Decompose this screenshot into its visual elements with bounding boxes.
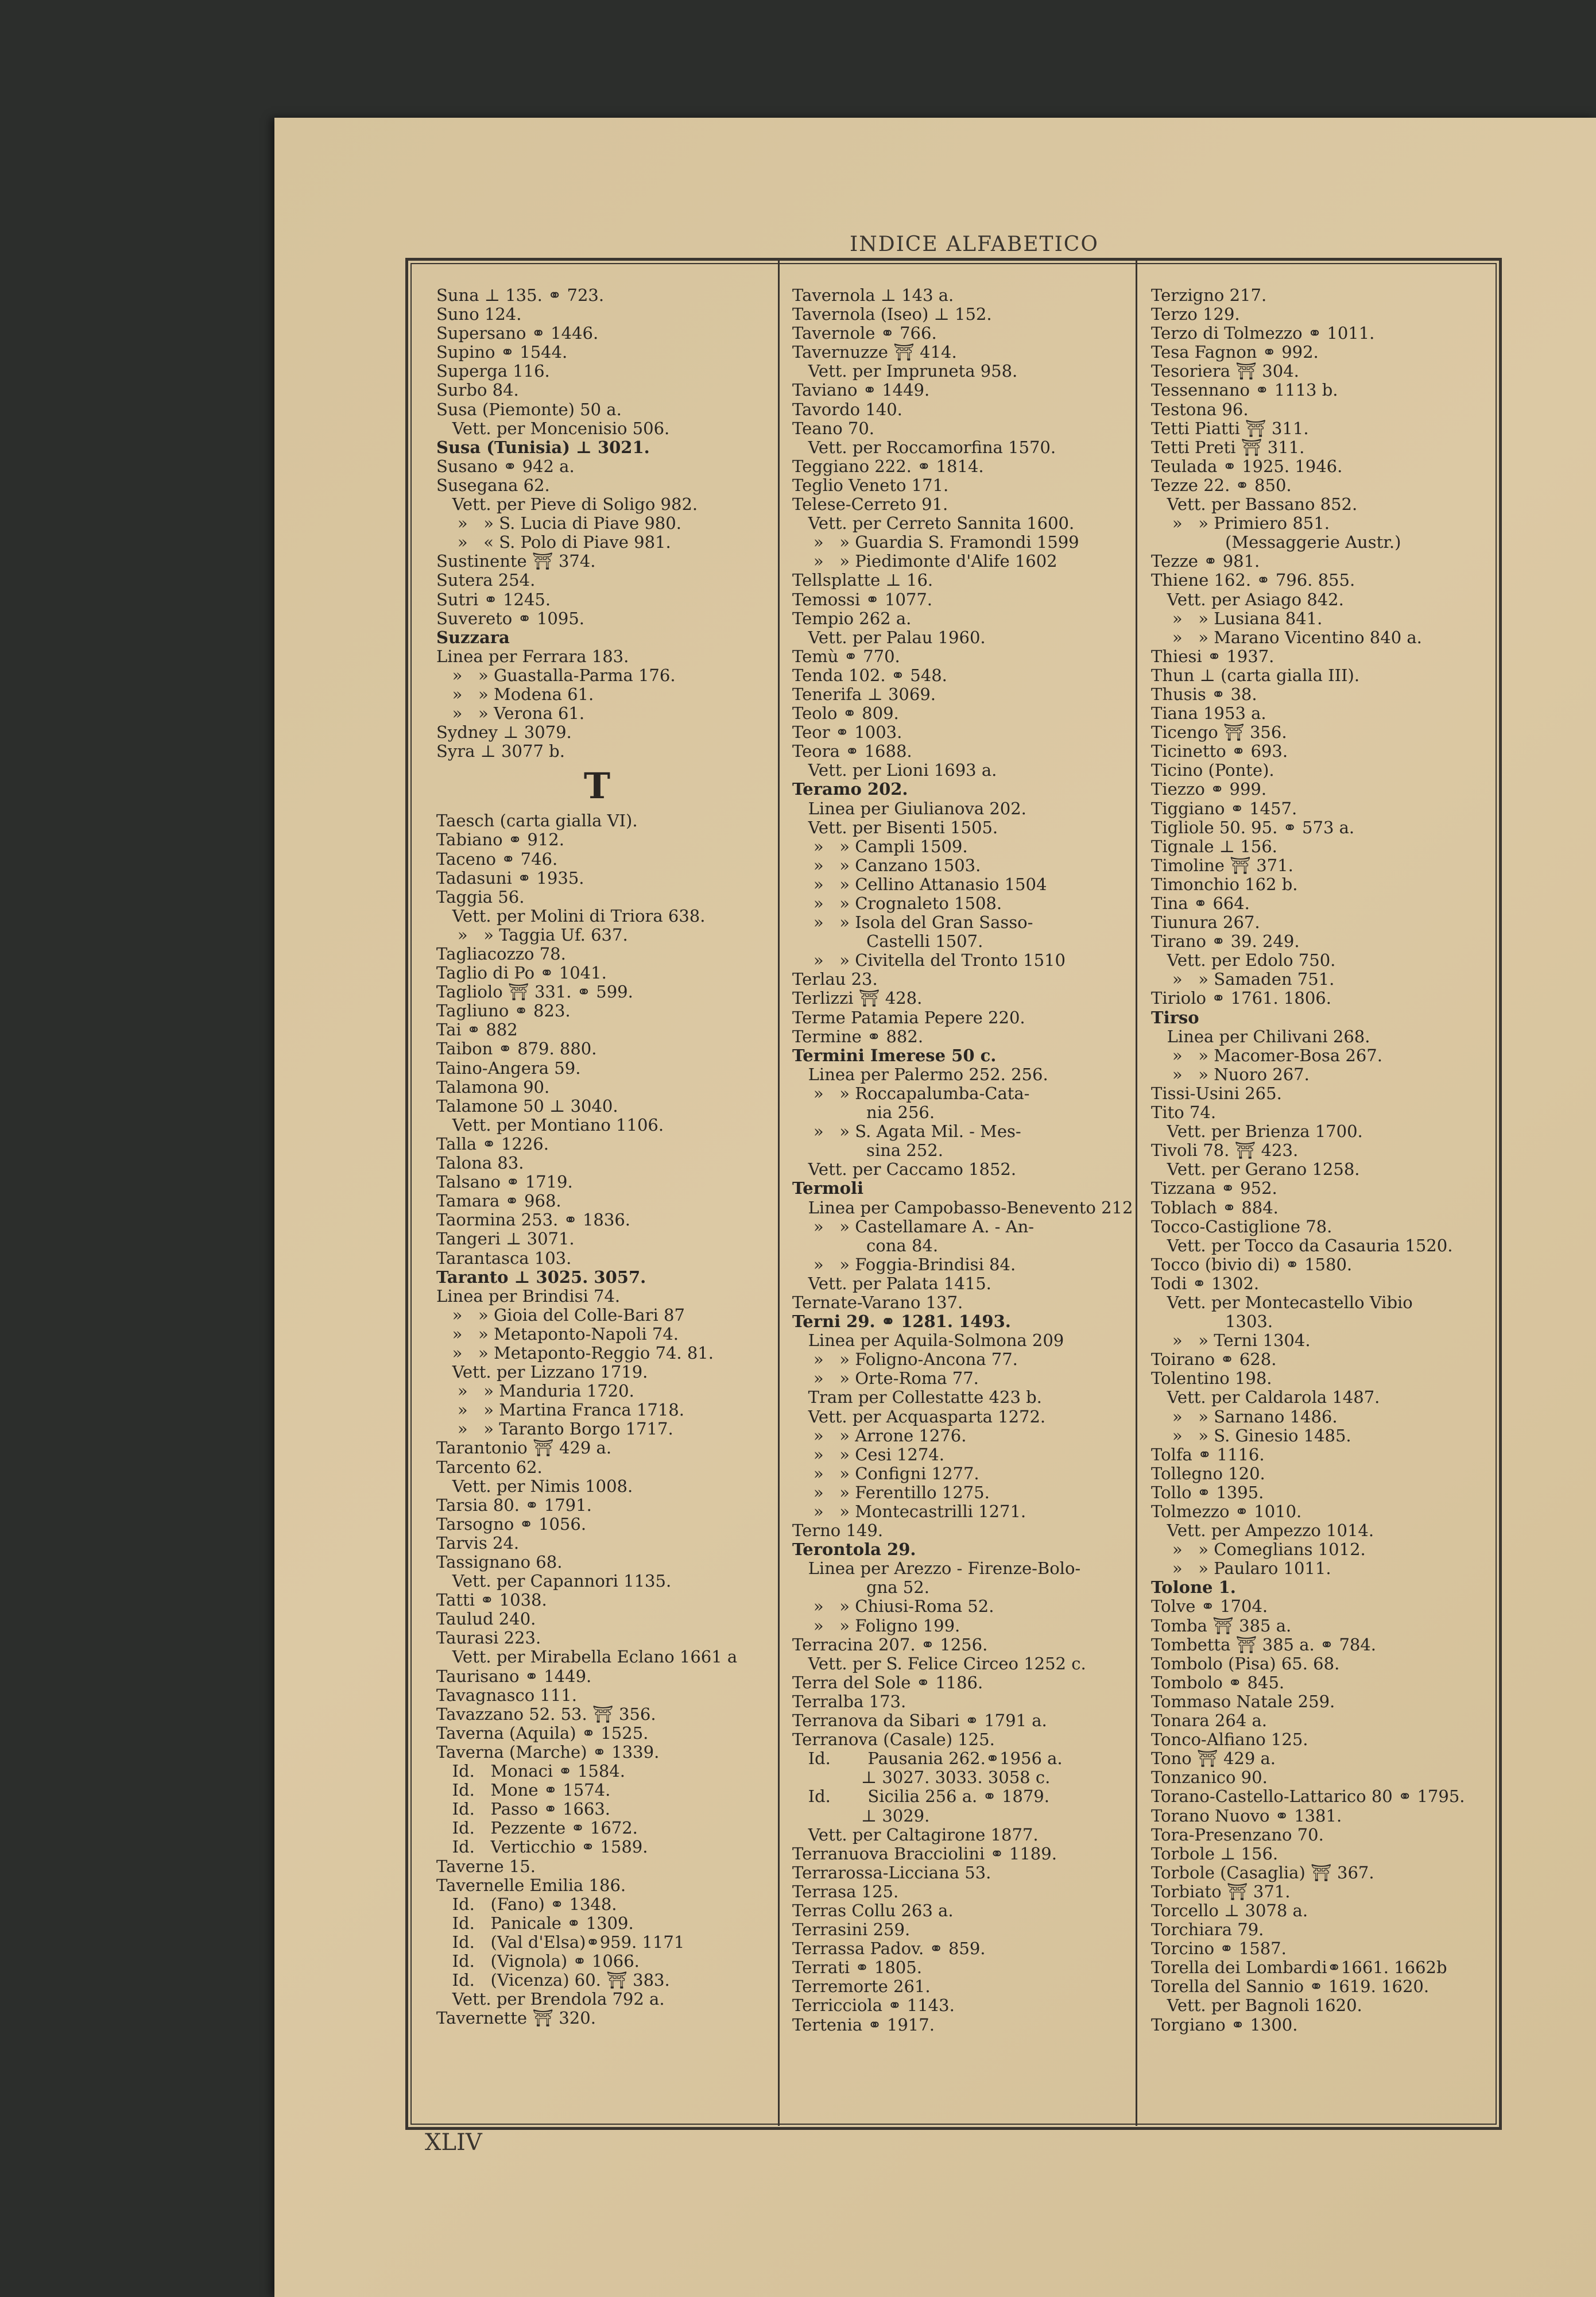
index-entry: Tenerifa ⊥ 3069. bbox=[792, 684, 936, 704]
index-entry: nia 256. bbox=[792, 1103, 935, 1123]
index-entry: Tavernola ⊥ 143 a. bbox=[792, 285, 954, 305]
index-entry: Tesa Fagnon ⚭ 992. bbox=[1151, 342, 1319, 362]
index-entry: Vett. per Roccamorfina 1570. bbox=[792, 437, 1056, 457]
index-entry: Torgiano ⚭ 1300. bbox=[1151, 2014, 1298, 2035]
index-entry: Linea per Palermo 252. 256. bbox=[792, 1064, 1048, 1084]
index-entry: Temossi ⚭ 1077. bbox=[792, 589, 933, 609]
index-entry: Vett. per Lioni 1693 a. bbox=[792, 760, 997, 780]
index-entry: Talsano ⚭ 1719. bbox=[436, 1172, 573, 1192]
index-entry: » » Guastalla-Parma 176. bbox=[436, 665, 676, 685]
index-entry: Susano ⚭ 942 a. bbox=[436, 456, 575, 476]
index-entry: Tavernette ⛩ 320. bbox=[436, 2008, 596, 2028]
index-entry: Taceno ⚭ 746. bbox=[436, 849, 558, 869]
index-entry: Sydney ⊥ 3079. bbox=[436, 722, 572, 743]
index-entry: » » Chiusi-Roma 52. bbox=[792, 1596, 994, 1617]
index-entry: Vett. per Nimis 1008. bbox=[436, 1476, 633, 1496]
index-entry: Testona 96. bbox=[1151, 399, 1249, 419]
index-entry: Thiesi ⚭ 1937. bbox=[1151, 646, 1275, 666]
index-entry: » » Comeglians 1012. bbox=[1151, 1540, 1366, 1560]
index-entry: » » S. Agata Mil. - Mes- bbox=[792, 1122, 1021, 1142]
index-entry: Tiriolo ⚭ 1761. 1806. bbox=[1151, 988, 1331, 1008]
page-header: INDICE ALFABETICO bbox=[850, 233, 1099, 256]
index-entry: Sutera 254. bbox=[436, 570, 536, 590]
index-entry: Tonzanico 90. bbox=[1151, 1768, 1268, 1788]
index-entry: Terranova (Casale) 125. bbox=[792, 1730, 995, 1750]
index-entry: » » Metaponto-Reggio 74. 81. bbox=[436, 1343, 714, 1363]
index-entry: Supino ⚭ 1544. bbox=[436, 342, 568, 362]
index-entry: Tonara 264 a. bbox=[1151, 1711, 1267, 1731]
index-entry: Vett. per Bagnoli 1620. bbox=[1151, 1996, 1362, 2016]
index-entry: Telese-Cerreto 91. bbox=[792, 494, 948, 515]
index-entry: Timoline ⛩ 371. bbox=[1151, 855, 1293, 875]
index-entry: Talamone 50 ⊥ 3040. bbox=[436, 1096, 618, 1116]
index-entry: Vett. per Asiago 842. bbox=[1151, 589, 1344, 609]
index-entry: » » Marano Vicentino 840 a. bbox=[1151, 627, 1422, 647]
index-entry: Ternate-Varano 137. bbox=[792, 1292, 963, 1312]
index-entry: Torcello ⊥ 3078 a. bbox=[1151, 1900, 1308, 1920]
index-entry: » » Foligno 199. bbox=[792, 1615, 960, 1635]
index-entry: Vett. per Brienza 1700. bbox=[1151, 1122, 1363, 1142]
index-entry: Vett. per Caldarola 1487. bbox=[1151, 1387, 1380, 1407]
index-entry: Terras Collu 263 a. bbox=[792, 1900, 954, 1920]
index-entry: Terlizzi ⛩ 428. bbox=[792, 988, 923, 1008]
index-entry: » » Sarnano 1486. bbox=[1151, 1406, 1338, 1426]
index-entry: » » Arrone 1276. bbox=[792, 1425, 967, 1445]
index-entry: » » Cellino Attanasio 1504 bbox=[792, 874, 1047, 894]
index-entry: Tavernole ⚭ 766. bbox=[792, 323, 937, 343]
index-entry: ⊥ 3027. 3033. 3058 c. bbox=[792, 1768, 1051, 1788]
index-entry: Tollo ⚭ 1395. bbox=[1151, 1482, 1264, 1502]
index-entry: Terlau 23. bbox=[792, 969, 878, 989]
index-entry: Tram per Collestatte 423 b. bbox=[792, 1387, 1042, 1407]
index-entry: Taurasi 223. bbox=[436, 1628, 541, 1648]
index-entry: Terzo 129. bbox=[1151, 304, 1240, 324]
index-entry: Superga 116. bbox=[436, 361, 550, 381]
index-entry: 1303. bbox=[1151, 1312, 1273, 1332]
index-entry: Tagliacozzo 78. bbox=[436, 944, 566, 964]
index-entry: » » Modena 61. bbox=[436, 684, 594, 704]
index-entry: Id. Passo ⚭ 1663. bbox=[436, 1799, 611, 1819]
index-entry: » » Taranto Borgo 1717. bbox=[436, 1419, 673, 1439]
index-entry: Tombetta ⛩ 385 a. ⚭ 784. bbox=[1151, 1634, 1377, 1654]
index-entry: » » Verona 61. bbox=[436, 703, 585, 724]
index-entry: Vett. per Molini di Triora 638. bbox=[436, 906, 706, 926]
index-entry: Vett. per Caltagirone 1877. bbox=[792, 1824, 1039, 1844]
index-entry: Linea per Chilivani 268. bbox=[1151, 1026, 1370, 1046]
index-entry: » » Canzano 1503. bbox=[792, 855, 981, 875]
index-entry: Tigliole 50. 95. ⚭ 573 a. bbox=[1151, 817, 1355, 837]
index-entry: Torcino ⚭ 1587. bbox=[1151, 1939, 1287, 1959]
index-entry: Tavernola (Iseo) ⊥ 152. bbox=[792, 304, 992, 324]
index-entry: Torchiara 79. bbox=[1151, 1920, 1264, 1940]
index-entry: » » Roccapalumba-Cata- bbox=[792, 1083, 1030, 1103]
index-entry: Vett. per Palata 1415. bbox=[792, 1273, 991, 1293]
index-entry: Torbole ⊥ 156. bbox=[1151, 1843, 1279, 1863]
index-entry: » » Cesi 1274. bbox=[792, 1444, 944, 1464]
index-entry: cona 84. bbox=[792, 1235, 939, 1255]
index-entry: Vett. per Moncenisio 506. bbox=[436, 418, 670, 438]
index-entry: Terranuova Bracciolini ⚭ 1189. bbox=[792, 1843, 1057, 1863]
index-entry: Termine ⚭ 882. bbox=[792, 1026, 924, 1046]
index-entry: Sustinente ⛩ 374. bbox=[436, 551, 596, 571]
index-entry: Taulud 240. bbox=[436, 1609, 536, 1629]
index-entry: Vett. per Bassano 852. bbox=[1151, 494, 1358, 515]
index-entry: Tarcento 62. bbox=[436, 1457, 543, 1477]
index-entry: » » Castellamare A. - An- bbox=[792, 1216, 1035, 1236]
index-entry: Teramo 202. bbox=[792, 779, 908, 799]
index-entry: Tagliolo ⛩ 331. ⚭ 599. bbox=[436, 982, 633, 1002]
index-entry: Tadasuni ⚭ 1935. bbox=[436, 868, 584, 888]
index-entry: Vett. per Edolo 750. bbox=[1151, 950, 1336, 970]
index-entry: Vett. per Ampezzo 1014. bbox=[1151, 1521, 1374, 1541]
index-entry: Tarantasca 103. bbox=[436, 1248, 572, 1268]
index-entry: Tavernelle Emilia 186. bbox=[436, 1875, 626, 1895]
index-entry: » » Foggia-Brindisi 84. bbox=[792, 1254, 1016, 1274]
index-entry: Torella del Sannio ⚭ 1619. 1620. bbox=[1151, 1977, 1430, 1997]
index-entry: Tavernuzze ⛩ 414. bbox=[792, 342, 957, 362]
index-entry: Teolo ⚭ 809. bbox=[792, 703, 899, 724]
index-entry: Terrati ⚭ 1805. bbox=[792, 1958, 922, 1978]
index-entry: Taglio di Po ⚭ 1041. bbox=[436, 963, 607, 983]
index-entry: Taibon ⚭ 879. 880. bbox=[436, 1039, 597, 1059]
index-entry: Terrasa 125. bbox=[792, 1881, 899, 1901]
index-entry: Supersano ⚭ 1446. bbox=[436, 323, 599, 343]
index-entry: Vett. per Caccamo 1852. bbox=[792, 1159, 1017, 1180]
index-entry: Taggia 56. bbox=[436, 887, 525, 907]
index-entry: gna 52. bbox=[792, 1577, 929, 1598]
index-entry: Vett. per Bisenti 1505. bbox=[792, 817, 998, 837]
index-entry: Surbo 84. bbox=[436, 380, 519, 400]
index-entry: Terni 29. ⚭ 1281. 1493. bbox=[792, 1312, 1011, 1332]
index-entry: » » Crognaleto 1508. bbox=[792, 894, 1002, 913]
index-entry: Tiunura 267. bbox=[1151, 912, 1260, 933]
index-entry: Terrarossa-Licciana 53. bbox=[792, 1862, 991, 1882]
index-entry: » » Taggia Uf. 637. bbox=[436, 925, 628, 945]
index-entry: Tatti ⚭ 1038. bbox=[436, 1590, 547, 1610]
index-entry: Terra del Sole ⚭ 1186. bbox=[792, 1672, 983, 1692]
index-entry: Suna ⊥ 135. ⚭ 723. bbox=[436, 285, 605, 305]
index-entry: Tirano ⚭ 39. 249. bbox=[1151, 931, 1300, 952]
index-entry: Tolmezzo ⚭ 1010. bbox=[1151, 1502, 1302, 1521]
index-entry: Linea per Campobasso-Benevento 212 bbox=[792, 1197, 1133, 1217]
index-entry: » « S. Polo di Piave 981. bbox=[436, 532, 671, 552]
index-entry: Talamona 90. bbox=[436, 1077, 550, 1097]
index-entry: Susa (Tunisia) ⊥ 3021. bbox=[436, 437, 650, 457]
index-entry: Tiezzo ⚭ 999. bbox=[1151, 779, 1267, 799]
index-entry: Timonchio 162 b. bbox=[1151, 874, 1298, 894]
index-entry: Torella dei Lombardi⚭1661. 1662b bbox=[1151, 1958, 1447, 1978]
index-entry: Vett. per Montecastello Vibio bbox=[1151, 1292, 1413, 1312]
index-entry: Id. Pausania 262.⚭1956 a. bbox=[792, 1749, 1063, 1769]
index-entry: Id. Mone ⚭ 1574. bbox=[436, 1780, 611, 1800]
index-entry: Teglio Veneto 171. bbox=[792, 475, 949, 495]
index-entry: Id. (Fano) ⚭ 1348. bbox=[436, 1894, 617, 1914]
index-entry: Linea per Giulianova 202. bbox=[792, 798, 1026, 818]
index-entry: Vett. per Cerreto Sannita 1600. bbox=[792, 513, 1075, 533]
index-entry: Susa (Piemonte) 50 a. bbox=[436, 399, 622, 419]
index-entry: Terranova da Sibari ⚭ 1791 a. bbox=[792, 1711, 1047, 1731]
index-entry: Tavazzano 52. 53. ⛩ 356. bbox=[436, 1704, 656, 1724]
index-entry: Vett. per Lizzano 1719. bbox=[436, 1362, 648, 1382]
index-entry: » » Martina Franca 1718. bbox=[436, 1400, 684, 1420]
index-entry: » » Montecastrilli 1271. bbox=[792, 1502, 1026, 1521]
index-entry: Tabiano ⚭ 912. bbox=[436, 830, 564, 850]
index-entry: Tito 74. bbox=[1151, 1103, 1217, 1123]
index-entry: Tommaso Natale 259. bbox=[1151, 1691, 1335, 1711]
index-entry: Terricciola ⚭ 1143. bbox=[792, 1996, 955, 2016]
index-entry: » » Ferentillo 1275. bbox=[792, 1482, 990, 1502]
index-entry: Tenda 102. ⚭ 548. bbox=[792, 665, 947, 685]
index-entry: Termoli bbox=[792, 1178, 864, 1198]
index-entry: Tonco-Alfiano 125. bbox=[1151, 1730, 1308, 1750]
index-entry: Taormina 253. ⚭ 1836. bbox=[436, 1210, 630, 1230]
index-entry: Tetti Preti ⛩ 311. bbox=[1151, 437, 1305, 457]
index-entry: Tezze 22. ⚭ 850. bbox=[1151, 475, 1292, 495]
index-entry: Id. Monaci ⚭ 1584. bbox=[436, 1761, 625, 1781]
index-entry: Termini Imerese 50 c. bbox=[792, 1045, 997, 1065]
index-entry: » » Isola del Gran Sasso- bbox=[792, 912, 1033, 933]
index-entry: Thusis ⚭ 38. bbox=[1151, 684, 1257, 704]
index-entry: Vett. per Palau 1960. bbox=[792, 627, 986, 647]
index-entry: Ticino (Ponte). bbox=[1151, 760, 1275, 780]
index-entry: Suvereto ⚭ 1095. bbox=[436, 608, 584, 628]
index-entry: Teor ⚭ 1003. bbox=[792, 722, 902, 743]
index-entry: Vett. per Tocco da Casauria 1520. bbox=[1151, 1235, 1453, 1255]
index-entry: Terzo di Tolmezzo ⚭ 1011. bbox=[1151, 323, 1375, 343]
index-entry: » » Civitella del Tronto 1510 bbox=[792, 950, 1066, 970]
index-entry: Ticengo ⛩ 356. bbox=[1151, 722, 1287, 743]
index-entry: Tocco-Castiglione 78. bbox=[1151, 1216, 1332, 1236]
index-entry: Ticinetto ⚭ 693. bbox=[1151, 741, 1288, 761]
index-entry: Tesoriera ⛩ 304. bbox=[1151, 361, 1299, 381]
index-entry: Tina ⚭ 664. bbox=[1151, 894, 1250, 913]
index-entry: Tissi-Usini 265. bbox=[1151, 1083, 1282, 1103]
index-column-2 bbox=[792, 286, 1137, 2035]
index-entry: Linea per Aquila-Solmona 209 bbox=[792, 1331, 1064, 1351]
index-entry: Teora ⚭ 1688. bbox=[792, 741, 912, 761]
index-entry: Tangeri ⊥ 3071. bbox=[436, 1229, 575, 1249]
index-entry: Taranto ⊥ 3025. 3057. bbox=[436, 1267, 646, 1287]
index-entry: Vett. per S. Felice Circeo 1252 c. bbox=[792, 1653, 1086, 1673]
index-entry: Tassignano 68. bbox=[436, 1552, 563, 1572]
index-entry: » » Campli 1509. bbox=[792, 836, 968, 856]
index-entry: Tignale ⊥ 156. bbox=[1151, 836, 1277, 856]
index-entry: Toblach ⚭ 884. bbox=[1151, 1197, 1279, 1217]
index-entry: » » Piedimonte d'Alife 1602 bbox=[792, 551, 1057, 571]
index-entry: Id. Pezzente ⚭ 1672. bbox=[436, 1818, 638, 1838]
index-entry: Toirano ⚭ 628. bbox=[1151, 1349, 1277, 1370]
index-entry: » » Gioia del Colle-Bari 87 bbox=[436, 1305, 685, 1325]
index-entry: Taesch (carta gialla VI). bbox=[436, 811, 638, 831]
index-entry: Terno 149. bbox=[792, 1521, 884, 1541]
index-entry: Id. Verticchio ⚭ 1589. bbox=[436, 1837, 648, 1857]
index-entry: Tocco (bivio di) ⚭ 1580. bbox=[1151, 1254, 1353, 1274]
index-entry: » » Foligno-Ancona 77. bbox=[792, 1349, 1018, 1370]
index-entry: Linea per Brindisi 74. bbox=[436, 1286, 621, 1306]
index-entry: Tai ⚭ 882 bbox=[436, 1020, 518, 1040]
index-entry: Tavagnasco 111. bbox=[436, 1685, 577, 1705]
index-entry: Terralba 173. bbox=[792, 1691, 907, 1711]
index-entry: Vett. per Gerano 1258. bbox=[1151, 1159, 1360, 1180]
index-entry: Thiene 162. ⚭ 796. 855. bbox=[1151, 570, 1355, 590]
index-entry: Vett. per Montiano 1106. bbox=[436, 1115, 664, 1135]
index-entry: Tavordo 140. bbox=[792, 399, 902, 419]
index-entry: Tezze ⚭ 981. bbox=[1151, 551, 1260, 571]
index-entry: » » Samaden 751. bbox=[1151, 969, 1335, 989]
index-entry: Tono ⛩ 429 a. bbox=[1151, 1749, 1276, 1769]
index-entry: Vett. per Brendola 792 a. bbox=[436, 1989, 665, 2009]
index-entry: Tollegno 120. bbox=[1151, 1463, 1265, 1483]
index-column-1 bbox=[436, 286, 781, 2028]
index-entry: Torano-Castello-Lattarico 80 ⚭ 1795. bbox=[1151, 1786, 1465, 1807]
index-entry: Id. (Val d'Elsa)⚭959. 1171 bbox=[436, 1932, 685, 1952]
index-entry: Tizzana ⚭ 952. bbox=[1151, 1178, 1277, 1198]
index-entry: Tiana 1953 a. bbox=[1151, 703, 1266, 724]
index-entry: » » Terni 1304. bbox=[1151, 1331, 1311, 1351]
index-entry: Taverna (Aquila) ⚭ 1525. bbox=[436, 1723, 649, 1743]
index-entry: Syra ⊥ 3077 b. bbox=[436, 741, 565, 761]
page-number: XLIV bbox=[425, 2129, 482, 2156]
index-entry: Tolentino 198. bbox=[1151, 1368, 1272, 1389]
index-entry: Taverna (Marche) ⚭ 1339. bbox=[436, 1742, 660, 1762]
index-entry: Castelli 1507. bbox=[792, 931, 983, 952]
index-entry: Taino-Angera 59. bbox=[436, 1058, 581, 1078]
index-entry: Vett. per Pieve di Soligo 982. bbox=[436, 494, 698, 515]
index-entry: Id. (Vignola) ⚭ 1066. bbox=[436, 1951, 640, 1971]
index-entry: Tarvis 24. bbox=[436, 1533, 520, 1553]
index-entry: Tellsplatte ⊥ 16. bbox=[792, 570, 933, 590]
index-entry: Tamara ⚭ 968. bbox=[436, 1191, 561, 1211]
index-entry: Taurisano ⚭ 1449. bbox=[436, 1666, 592, 1686]
index-entry: Terrassa Padov. ⚭ 859. bbox=[792, 1939, 986, 1959]
index-entry: Vett. per Capannori 1135. bbox=[436, 1571, 672, 1591]
index-entry: Terzigno 217. bbox=[1151, 285, 1267, 305]
index-entry: Tolone 1. bbox=[1151, 1577, 1236, 1598]
index-entry: Suno 124. bbox=[436, 304, 522, 324]
index-column-3 bbox=[1151, 286, 1496, 2035]
index-entry: Tolfa ⚭ 1116. bbox=[1151, 1444, 1265, 1464]
index-entry: » » Paularo 1011. bbox=[1151, 1559, 1331, 1579]
index-entry: Tombolo ⚭ 845. bbox=[1151, 1672, 1285, 1692]
index-entry: Temù ⚭ 770. bbox=[792, 646, 900, 666]
index-entry: » » Macomer-Bosa 267. bbox=[1151, 1045, 1382, 1065]
index-entry: Id. (Vicenza) 60. ⛩ 383. bbox=[436, 1970, 670, 1990]
index-entry: Torbole (Casaglia) ⛩ 367. bbox=[1151, 1862, 1374, 1882]
index-entry: Teggiano 222. ⚭ 1814. bbox=[792, 456, 984, 476]
index-entry: Tarsia 80. ⚭ 1791. bbox=[436, 1495, 592, 1515]
index-entry: » » S. Ginesio 1485. bbox=[1151, 1425, 1351, 1445]
index-entry: Tiggiano ⚭ 1457. bbox=[1151, 798, 1297, 818]
index-entry: » » Primiero 851. bbox=[1151, 513, 1330, 533]
index-entry: Susegana 62. bbox=[436, 475, 550, 495]
index-entry: Taviano ⚭ 1449. bbox=[792, 380, 930, 400]
index-entry: Sutri ⚭ 1245. bbox=[436, 589, 551, 609]
index-entry: Terontola 29. bbox=[792, 1540, 916, 1560]
index-entry: Tomba ⛩ 385 a. bbox=[1151, 1615, 1292, 1635]
index-entry: Vett. per Impruneta 958. bbox=[792, 361, 1018, 381]
index-entry: Linea per Ferrara 183. bbox=[436, 646, 629, 666]
index-entry: Terrasini 259. bbox=[792, 1920, 911, 1940]
index-entry: Tempio 262 a. bbox=[792, 608, 912, 628]
index-entry: Tetti Piatti ⛩ 311. bbox=[1151, 418, 1309, 438]
index-entry: Tora-Presenzano 70. bbox=[1151, 1824, 1324, 1844]
index-entry: Teulada ⚭ 1925. 1946. bbox=[1151, 456, 1343, 476]
index-entry: Vett. per Mirabella Eclano 1661 a bbox=[436, 1647, 738, 1667]
index-entry: Linea per Arezzo - Firenze-Bolo- bbox=[792, 1559, 1081, 1579]
index-entry: Terracina 207. ⚭ 1256. bbox=[792, 1634, 988, 1654]
letter-heading: T bbox=[583, 765, 611, 807]
index-entry: Tagliuno ⚭ 823. bbox=[436, 1001, 571, 1021]
index-entry: » » Manduria 1720. bbox=[436, 1381, 634, 1401]
index-entry: Id. Sicilia 256 a. ⚭ 1879. bbox=[792, 1786, 1049, 1807]
index-entry: ⊥ 3029. bbox=[792, 1805, 930, 1826]
index-entry: Tarantonio ⛩ 429 a. bbox=[436, 1438, 612, 1458]
index-entry: Todi ⚭ 1302. bbox=[1151, 1273, 1260, 1293]
index-entry: Tessennano ⚭ 1113 b. bbox=[1151, 380, 1338, 400]
index-entry: » » Metaponto-Napoli 74. bbox=[436, 1324, 679, 1344]
index-entry: Thun ⊥ (carta gialla III). bbox=[1151, 665, 1360, 685]
index-entry: Suzzara bbox=[436, 627, 510, 647]
index-entry: Terremorte 261. bbox=[792, 1977, 931, 1997]
index-entry: Tolve ⚭ 1704. bbox=[1151, 1596, 1268, 1617]
index-entry: Taverne 15. bbox=[436, 1856, 536, 1876]
index-entry: Teano 70. bbox=[792, 418, 875, 438]
index-entry: » » S. Lucia di Piave 980. bbox=[436, 513, 681, 533]
index-entry: » » Nuoro 267. bbox=[1151, 1064, 1310, 1084]
index-entry: » » Orte-Roma 77. bbox=[792, 1368, 979, 1389]
index-entry: Vett. per Acquasparta 1272. bbox=[792, 1406, 1046, 1426]
index-entry: Talona 83. bbox=[436, 1153, 524, 1173]
index-entry: Torbiato ⛩ 371. bbox=[1151, 1881, 1291, 1901]
index-entry: Tirso bbox=[1151, 1007, 1199, 1027]
index-entry: Tombolo (Pisa) 65. 68. bbox=[1151, 1653, 1340, 1673]
index-entry: » » Guardia S. Framondi 1599 bbox=[792, 532, 1079, 552]
index-entry: sina 252. bbox=[792, 1140, 943, 1161]
index-entry: Tarsogno ⚭ 1056. bbox=[436, 1514, 587, 1534]
index-entry: » » Lusiana 841. bbox=[1151, 608, 1323, 628]
index-entry: » » Configni 1277. bbox=[792, 1463, 979, 1483]
index-entry: Tertenia ⚭ 1917. bbox=[792, 2014, 935, 2035]
index-entry: Talla ⚭ 1226. bbox=[436, 1134, 549, 1154]
index-entry: (Messaggerie Austr.) bbox=[1151, 532, 1401, 552]
index-entry: Tivoli 78. ⛩ 423. bbox=[1151, 1140, 1299, 1161]
index-entry: Terme Patamia Pepere 220. bbox=[792, 1007, 1025, 1027]
index-entry: Torano Nuovo ⚭ 1381. bbox=[1151, 1805, 1342, 1826]
index-entry: Id. Panicale ⚭ 1309. bbox=[436, 1913, 634, 1933]
